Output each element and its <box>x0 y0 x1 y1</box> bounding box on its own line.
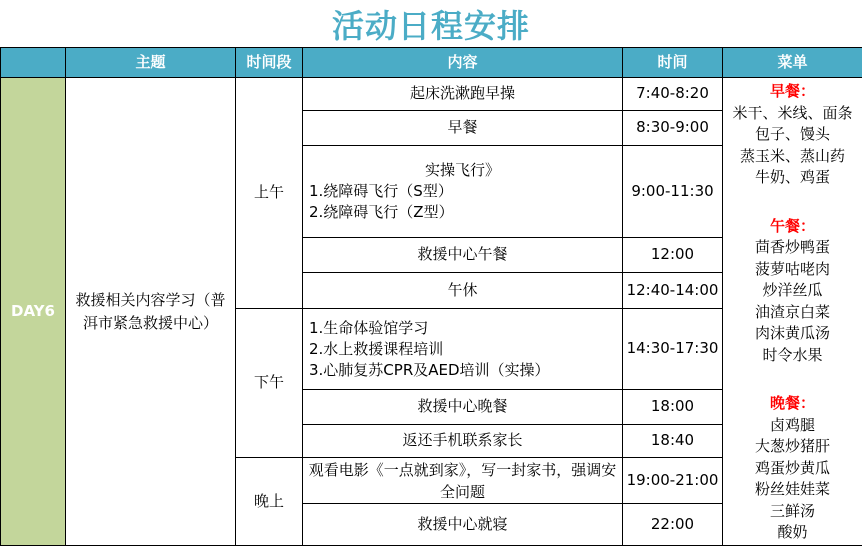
menu-section-title: 午餐： <box>725 216 860 238</box>
menu-section-title: 晚餐： <box>725 393 860 415</box>
page-title: 活动日程安排 <box>0 0 862 47</box>
header-day <box>1 48 66 78</box>
content-cell: 早餐 <box>303 111 623 146</box>
menu-item: 时令水果 <box>725 345 860 367</box>
content-line: 1.绕障碍飞行（S型） <box>309 181 616 202</box>
day-cell: DAY6 <box>1 78 66 546</box>
header-period: 时间段 <box>236 48 303 78</box>
content-cell: 午休 <box>303 273 623 309</box>
menu-item: 肉沫黄瓜汤 <box>725 323 860 345</box>
menu-item: 粉丝娃娃菜 <box>725 479 860 501</box>
time-cell: 12:00 <box>623 238 723 273</box>
menu-item: 蒸玉米、蒸山药 <box>725 146 860 168</box>
header-menu: 菜单 <box>723 48 862 78</box>
theme-cell: 救援相关内容学习（普洱市紧急救援中心） <box>66 78 236 546</box>
content-cell: 返还手机联系家长 <box>303 425 623 458</box>
content-line: 2.绕障碍飞行（Z型） <box>309 202 616 223</box>
header-content: 内容 <box>303 48 623 78</box>
time-cell: 12:40-14:00 <box>623 273 723 309</box>
content-cell <box>303 146 623 238</box>
period-evening: 晚上 <box>236 458 303 546</box>
menu-cell <box>723 78 862 546</box>
header-time: 时间 <box>623 48 723 78</box>
time-cell: 8:30-9:00 <box>623 111 723 146</box>
menu-section-dinner <box>725 393 860 544</box>
menu-item: 米干、米线、面条 <box>725 103 860 125</box>
header-row <box>1 48 862 78</box>
menu-item: 大葱炒猪肝 <box>725 436 860 458</box>
menu-item: 包子、馒头 <box>725 124 860 146</box>
time-cell: 14:30-17:30 <box>623 309 723 390</box>
time-cell: 9:00-11:30 <box>623 146 723 238</box>
content-line: 2.水上救援课程培训 <box>309 339 616 360</box>
content-cell: 救援中心午餐 <box>303 238 623 273</box>
menu-item: 油渣京白菜 <box>725 302 860 324</box>
time-cell: 18:00 <box>623 390 723 425</box>
menu-item: 三鲜汤 <box>725 501 860 523</box>
content-cell <box>303 309 623 390</box>
content-cell: 观看电影《一点就到家》，写一封家书，强调安全问题 <box>303 458 623 504</box>
menu-item: 酸奶 <box>725 522 860 544</box>
schedule-table <box>0 47 862 546</box>
menu-section-title: 早餐： <box>725 81 860 103</box>
time-cell: 7:40-8:20 <box>623 78 723 111</box>
time-cell: 22:00 <box>623 504 723 546</box>
menu-item: 牛奶、鸡蛋 <box>725 167 860 189</box>
menu-item: 炒洋丝瓜 <box>725 280 860 302</box>
content-line: 3.心肺复苏CPR及AED培训（实操） <box>309 360 616 381</box>
content-line: 1.生命体验馆学习 <box>309 318 616 339</box>
menu-item: 菠萝咕咾肉 <box>725 259 860 281</box>
content-cell: 救援中心晚餐 <box>303 390 623 425</box>
menu-section-lunch <box>725 216 860 367</box>
table-row <box>1 78 862 111</box>
content-cell: 救援中心就寝 <box>303 504 623 546</box>
menu-item: 鸡蛋炒黄瓜 <box>725 458 860 480</box>
content-line: 实操飞行》 <box>309 160 616 181</box>
time-cell: 19:00-21:00 <box>623 458 723 504</box>
menu-section-breakfast <box>725 81 860 189</box>
period-morning: 上午 <box>236 78 303 309</box>
menu-item: 卤鸡腿 <box>725 415 860 437</box>
menu-item: 茴香炒鸭蛋 <box>725 237 860 259</box>
period-afternoon: 下午 <box>236 309 303 458</box>
time-cell: 18:40 <box>623 425 723 458</box>
content-cell: 起床洗漱跑早操 <box>303 78 623 111</box>
header-theme: 主题 <box>66 48 236 78</box>
